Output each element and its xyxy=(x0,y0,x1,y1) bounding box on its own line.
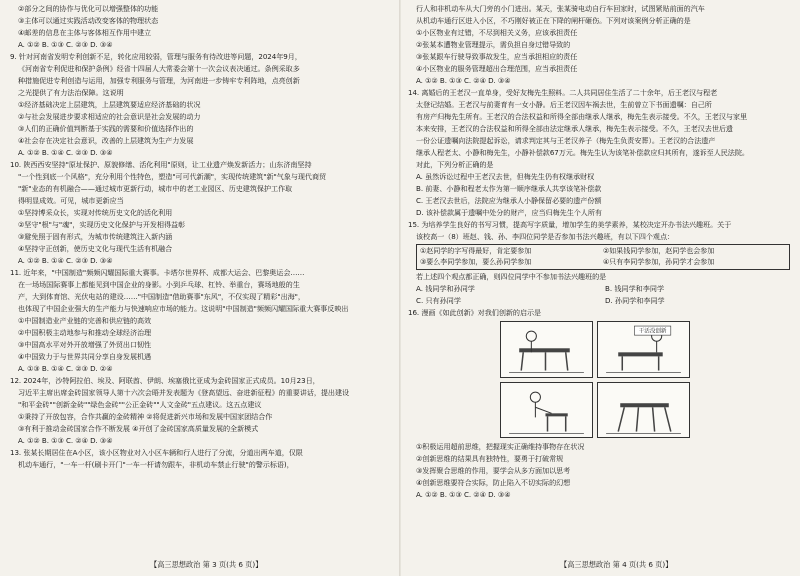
page-3-line-38: 机动车通行，"一车一杆(刷卡开门"一车一杆请勿跟车，非机动车禁止行驶"的警示标语)， xyxy=(18,460,294,469)
page-4-top-line-11: 一份公证遗嘱向法院提起诉讼，请求判定其与王老汉养子（梅先生负责安葬）。王老汉的合法遗产 xyxy=(416,136,716,145)
page-3-line-0: ②部分之间的协作与优化可以增强整体的功能 xyxy=(18,4,159,13)
cartoon-panel-1 xyxy=(500,321,593,378)
page-3-line-31: 12. 2024年，沙特阿拉伯、埃及、阿联酋、伊朗、埃塞俄比亚成为金砖国家正式成员。10月23日， xyxy=(10,376,320,385)
page-3-line-15: "新"业态的有机融合——通过城市更新行动，城市中的老工业园区、历史建筑保护工作取 xyxy=(18,184,293,193)
cartoon-panel-1-drawing xyxy=(501,322,592,377)
page-3-line-21: A. ①② B. ①④ C. ②③ D. ③④ xyxy=(18,256,113,265)
page-4 xyxy=(400,0,800,576)
page-3-line-5: 《河南省专利促进和保护条例》经省十四届人大常委会第十一次会议表决通过。条例采取多 xyxy=(18,64,300,73)
viewpoint-1: ①赵同学的字写得最好，肯定要参加 xyxy=(420,247,532,255)
page-3-line-33: "和平金砖""创新金砖""绿色金砖""公正金砖""人文金砖"五点建议。这五点建议 xyxy=(18,400,262,409)
viewpoint-3: ③要么李同学参加，要么孙同学参加 xyxy=(420,258,532,266)
viewpoint-4: ④只有李同学参加，孙同学才会参加 xyxy=(603,258,715,266)
page-3-line-34: ①秉持了开放包容，合作共赢的金砖精神 ②将促进新兴市场和发展中国家团结合作 xyxy=(18,412,273,421)
q16-options: A. ①② B. ①③ C. ②④ D. ③④ xyxy=(416,490,511,499)
page-4-top-line-3: ②张某本遭物业管理提示，需负担自身过错导致的 xyxy=(416,40,571,49)
page-3-line-22: 11. 近年来，"中国制造"频频闪耀国际重大赛事。卡塔尔世界杯、成都大运会、巴黎奥运会…… xyxy=(10,268,305,277)
cartoon-panel-3-drawing xyxy=(501,383,592,438)
page-3-line-4: 9. 针对河南省发明专利创新不足，转化应用较弱，管理与服务有待改进等问题，2024年9月， xyxy=(10,52,302,61)
page-4-bottom-line-2: ③发挥聚合思维的作用，要学会从多方面加以思考 xyxy=(416,466,571,475)
page-3-line-17: ①坚持博采众长，实现对传统历史文化的活化利用 xyxy=(18,208,173,217)
page-4-top-line-6: A. ①② B. ①③ C. ②④ D. ③④ xyxy=(416,76,511,85)
page-4-top-line-17: D. 该补偿款属于遗嘱中处分的财产，应当归梅先生个人所有 xyxy=(416,208,602,217)
page-4-top-line-7: 14. 离婚后的王老汉一直单身，受好友梅先生照料。二人共同居住生活了二十余年，后王老汉与程老 xyxy=(408,88,718,97)
page-3-line-10: ③人们的正确价值判断基于实践的需要和价值选择作出的 xyxy=(18,124,194,133)
page-3-line-16: 得明显成效。可见，城市更新应当 xyxy=(18,196,124,205)
page-4-bottom-line-0: ①积极运用超前思维，把握现实正确维持事物存在状况 xyxy=(416,442,585,451)
page-3-line-11: ④社会存在决定社会意识，改善的上层建筑为生产力发展 xyxy=(18,136,194,145)
page-3-line-30: A. ①③ B. ①④ C. ②③ D. ②④ xyxy=(18,364,113,373)
cartoon-panel-3 xyxy=(500,382,593,439)
page-4-top-line-2: ①小区物业有过错，不尽到相关义务，应该承担责任 xyxy=(416,28,578,37)
page-3-line-19: ③避免照于固有形式，为城市传统建筑注入新内涵 xyxy=(18,232,173,241)
page-3-line-25: 也体现了中国企业强大的生产能力与快速响应市场的能力。这说明"中国制造"频频闪耀国际重大赛事反映出 xyxy=(18,304,349,313)
page-4-top-line-10: 本来安排，王老汉的合法权益和所得全部由法定继承人继承，梅先生表示接受。不久，王老汉去世后遗 xyxy=(416,124,733,133)
page-3-line-37: 13. 张某长期居住在A小区，该小区物业对入小区车辆和行人进行了分流，分道出两车道，仅限 xyxy=(10,448,303,457)
page-3-line-24: 产，大到体育馆、光伏电站的建设……"中国制造"借助赛事"东风"，不仅实现了精彩"出海"， xyxy=(18,292,305,301)
page-4-top-line-8: 太登记结婚。王老汉与前妻育有一女小静。后王老汉因车祸去世，生前曾立下书面遗嘱：自己所 xyxy=(416,100,712,109)
page-3-line-35: ③有利于推动金砖国家合作不断发展 ④开创了金砖国家高质量发展的全新模式 xyxy=(18,424,259,433)
page-3-line-3: A. ①② B. ①③ C. ②③ D. ③④ xyxy=(18,40,113,49)
page-3-line-29: ④中国致力于与世界共同分享自身发展机遇 xyxy=(18,352,152,361)
page-3-line-28: ③中国高水平对外开放增强了外贸出口韧性 xyxy=(18,340,152,349)
page-3-line-18: ②坚守"根"与"魂"，实现历史文化保护与开发相得益彰 xyxy=(18,220,186,229)
q15-option-c: C. 只有孙同学 xyxy=(416,296,461,305)
page-4-top-line-14: A. 虽然诉讼过程中王老汉去世，但梅先生仍有权继承财权 xyxy=(416,172,595,181)
viewpoint-2: ②如果钱同学参加，赵同学也会参加 xyxy=(603,247,715,255)
viewpoints-box xyxy=(416,244,790,270)
page-4-top-line-12: 继承人程老太、小静和梅先生，小静补偿款67万元。梅先生认为该笔补偿款应归其所有，遂诉至人民法院。 xyxy=(416,148,749,157)
page-3-line-26: ①中国制造业产业链的完善和供应链的高效 xyxy=(18,316,152,325)
page-4-top-line-0: 行人和非机动车从大门旁的小门进出。某天，张某骑电动自行车回家时，试图紧贴前面的汽车 xyxy=(416,4,705,13)
page-4-top-line-13: 对此，下列分析正确的是 xyxy=(416,160,494,169)
page-4-footer: 【高三思想政治 第 4 页(共 6 页)】 xyxy=(560,560,673,569)
page-3-line-7: 之光提供了有力法治保障。这说明 xyxy=(18,88,124,97)
page-3-line-32: 习近平主席出席金砖国家领导人第十六次会晤并发表题为《登高望远、奋进新征程》的重要讲话，提出建设 xyxy=(18,388,350,397)
cartoon-sign-text: 干活没创新 xyxy=(638,328,667,335)
cartoon-panel-2 xyxy=(597,321,690,378)
page-3-line-13: 10. 陕西西安坚持"原址保护、原貌修缮、活化利用"原则，让工业遗产焕发新活力；山东济南坚持 xyxy=(10,160,312,169)
page-3-line-27: ②中国积极主动地参与和推动全球经济治理 xyxy=(18,328,152,337)
page-3-line-2: ④邮差的信息在主体与客体相互作用中建立 xyxy=(18,28,152,37)
page-3-line-14: "一个性到底一个风格"，充分利用个性特色，塑造"可可代新潮"，实现传统建筑"新"气象与现代商贸 xyxy=(18,172,327,181)
page-4-top-line-5: ④小区物业的服务管理超出合理范围，应当承担责任 xyxy=(416,64,578,73)
page-4-bottom-line-1: ②创新思维的结果具有独特性，要勇于打破常规 xyxy=(416,454,564,463)
page-4-top-line-18: 15. 为培养学生良好的书写习惯，提高写字质量，增加学生的美学素养，某校决定开办书法兴趣班。关于 xyxy=(408,220,732,229)
cartoon-panel-4-drawing xyxy=(598,383,689,438)
q15-option-a: A. 钱同学和孙同学 xyxy=(416,284,475,293)
page-3-line-6: 种措施促进专利创造与运用，加强专利服务与管理，为河南进一步铸牢专利阵地，点亮创新 xyxy=(18,76,300,85)
page-3-line-23: 在一场场国际赛事上都能见到中国企业的身影。小到乒乓球、杠铃、举重台，赛场地般的生 xyxy=(18,280,300,289)
page-3-line-36: A. ①② B. ①③ C. ②④ D. ③④ xyxy=(18,436,113,445)
q15-option-b: B. 钱同学和李同学 xyxy=(605,284,665,293)
page-4-top-line-19: 该校高一（8）班赵、钱、孙、李四位同学是否参加书法兴趣班，有以下四个观点： xyxy=(416,232,675,241)
page-3-line-12: A. ①② B. ①④ C. ②③ D. ③④ xyxy=(18,148,113,157)
q15-option-d: D. 孙同学和李同学 xyxy=(605,296,665,305)
page-4-top-line-9: 有房产归梅先生所有。王老汉的合法权益和所得全部由继承人继承，梅先生表示接受。不久，王老汉与家里 xyxy=(416,112,748,121)
page-3-line-8: ①经济基础决定上层建筑，上层建筑要适应经济基础的状况 xyxy=(18,100,201,109)
page-4-top-line-15: B. 前妻、小静和程老太作为第一顺序继承人共享该笔补偿款 xyxy=(416,184,602,193)
q15-stem: 若上述四个观点都正确，则四位同学中不参加书法兴趣班的是 xyxy=(416,272,607,281)
page-3-line-9: ②与社会发展进步要求相适应的社会意识是社会发展的动力 xyxy=(18,112,201,121)
page-4-bottom-line-3: ④创新思维要符合实际，防止陷入不切实际的幻想 xyxy=(416,478,571,487)
q15-options xyxy=(408,283,794,307)
page-4-top-line-16: C. 王老汉去世后，法院应为继承人小静保留必要的遗产份额 xyxy=(416,196,602,205)
page-4-top-line-1: 从机动车通行区进入小区，不巧刚好被正在下降的闸杆砸伤。下列对该案例分析正确的是 xyxy=(416,16,691,25)
page-3-line-1: ③主体可以通过实践活动改变客体的物理状态 xyxy=(18,16,159,25)
page-3-footer: 【高三思想政治 第 3 页(共 6 页)】 xyxy=(150,560,263,569)
page-4-top-line-4: ③张某跟车行驶导致事故发生，应当承担相应的责任 xyxy=(416,52,578,61)
cartoon-panel-2-drawing xyxy=(598,322,689,377)
cartoon-ruci-chuangxin xyxy=(500,321,690,437)
cartoon-panel-4 xyxy=(597,382,690,439)
page-3-line-20: ④坚持守正创新，使历史文化与现代生活有机融合 xyxy=(18,244,173,253)
q16-stem: 16. 漫画《如此创新》对我们创新的启示是 xyxy=(408,308,542,317)
